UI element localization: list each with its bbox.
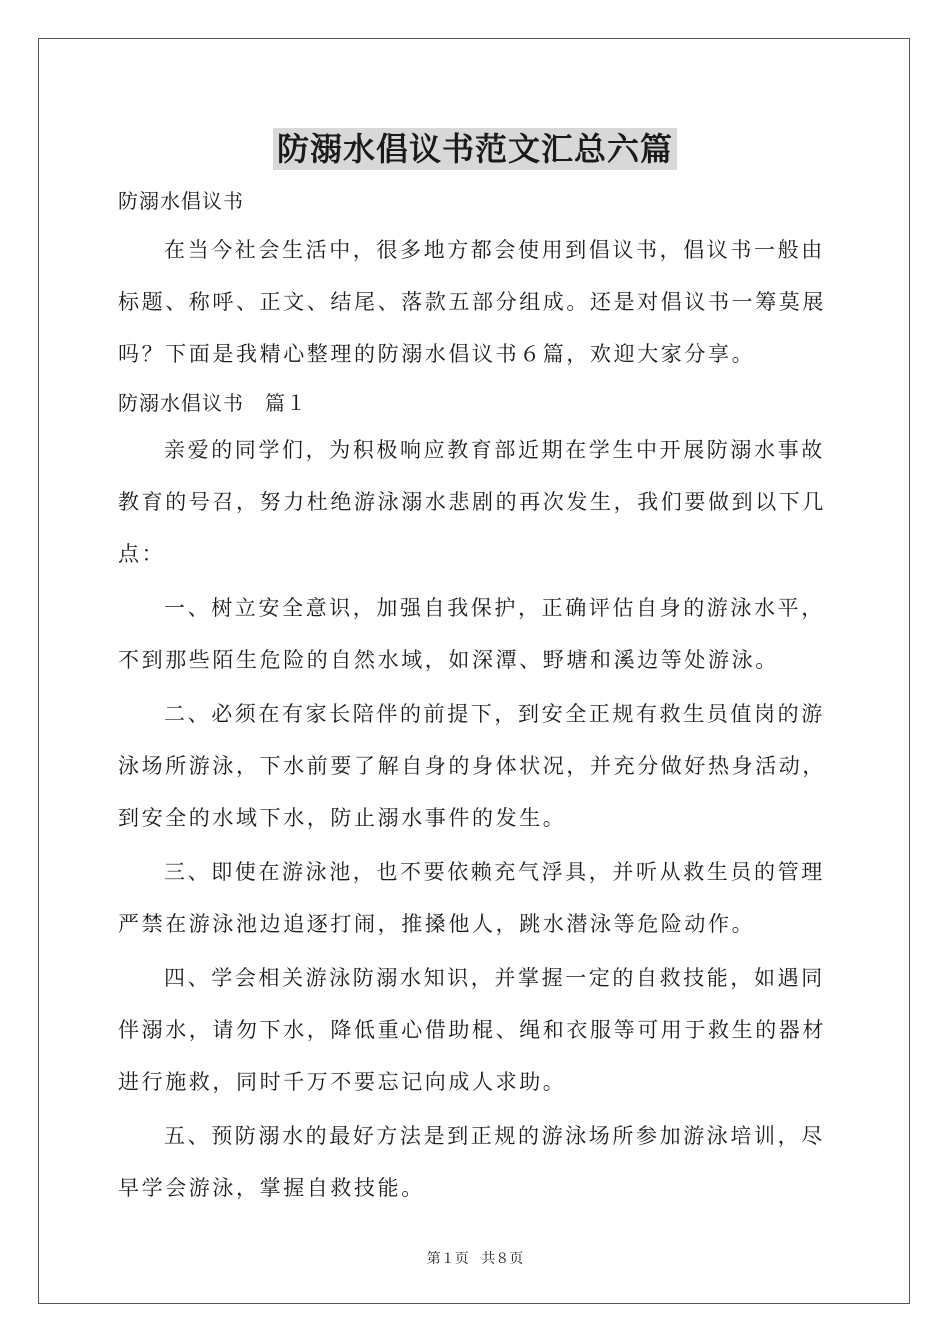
text-line: 严禁在游泳池边追逐打闹，推搡他人，跳水潜泳等危险动作。 bbox=[118, 912, 756, 936]
paragraph bbox=[118, 1110, 834, 1214]
text-line: 点： bbox=[118, 542, 166, 566]
text-line: 五、预防溺水的最好方法是到正规的游泳场所参加游泳培训，尽 bbox=[164, 1124, 825, 1148]
text-line: 在当今社会生活中，很多地方都会使用到倡议书，倡议书一般由 bbox=[164, 238, 825, 262]
intro-paragraph bbox=[118, 224, 834, 380]
text-line: 标题、称呼、正文、结尾、落款五部分组成。还是对倡议书一筹莫展 bbox=[118, 290, 826, 314]
paragraph bbox=[118, 688, 834, 844]
text-line: 到安全的水域下水，防止溺水事件的发生。 bbox=[118, 806, 567, 830]
paragraph bbox=[118, 424, 834, 580]
text-line: 泳场所游泳，下水前要了解自身的身体状况，并充分做好热身活动， bbox=[118, 754, 826, 778]
text-line: 教育的号召，努力杜绝游泳溺水悲剧的再次发生，我们要做到以下几 bbox=[118, 490, 826, 514]
section-heading: 防溺水倡议书 bbox=[118, 189, 244, 213]
page-footer bbox=[0, 1248, 950, 1268]
text-line: 进行施救，同时千万不要忘记向成人求助。 bbox=[118, 1070, 567, 1094]
text-line: 二、必须在有家长陪伴的前提下，到安全正规有救生员值岗的游 bbox=[164, 702, 825, 726]
paragraph bbox=[118, 582, 834, 686]
piece-heading: 防溺水倡议书 篇１ bbox=[118, 391, 307, 415]
page-number: 第１页 bbox=[426, 1251, 469, 1267]
text-line: 吗？下面是我精心整理的防溺水倡议书６篇，欢迎大家分享。 bbox=[118, 342, 756, 366]
paragraph bbox=[118, 846, 834, 950]
text-line: 亲爱的同学们，为积极响应教育部近期在学生中开展防溺水事故 bbox=[164, 438, 825, 462]
paragraph bbox=[118, 952, 834, 1108]
text-line: 四、学会相关游泳防溺水知识，并掌握一定的自救技能，如遇同 bbox=[164, 966, 825, 990]
document-title: 防溺水倡议书范文汇总六篇 bbox=[273, 128, 677, 170]
title-container bbox=[0, 128, 950, 170]
text-line: 不到那些陌生危险的自然水域，如深潭、野塘和溪边等处游泳。 bbox=[118, 648, 779, 672]
text-line: 三、即使在游泳池，也不要依赖充气浮具，并听从救生员的管理 bbox=[164, 860, 825, 884]
document-body bbox=[118, 184, 834, 1216]
text-line: 早学会游泳，掌握自救技能。 bbox=[118, 1176, 425, 1200]
text-line: 伴溺水，请勿下水，降低重心借助棍、绳和衣服等可用于救生的器材 bbox=[118, 1018, 826, 1042]
page-total: 共８页 bbox=[481, 1251, 524, 1267]
text-line: 一、树立安全意识，加强自我保护，正确评估自身的游泳水平， bbox=[164, 596, 825, 620]
